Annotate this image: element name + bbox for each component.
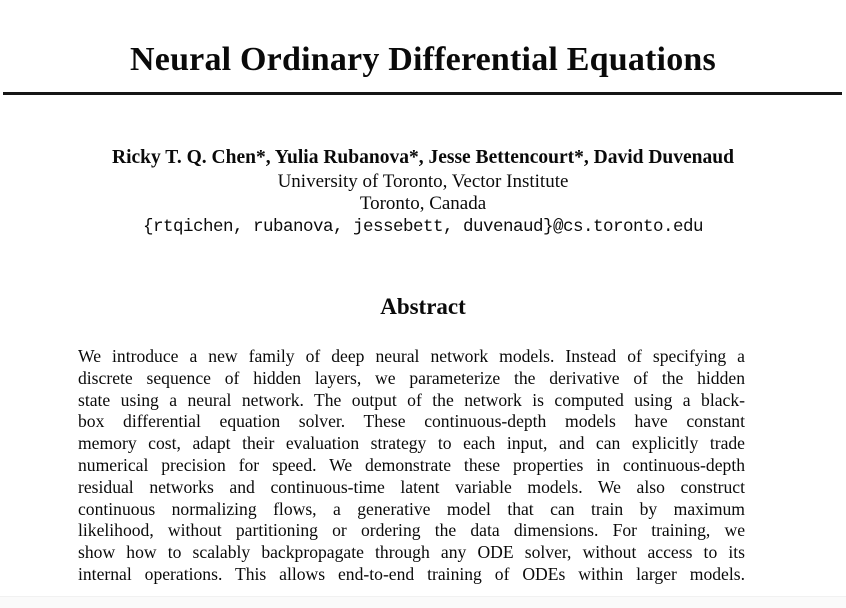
abstract-line: box differential equation solver. These continuous-depth models have constant: [78, 411, 745, 432]
author-emails: {rtqichen, rubanova, jessebett, duvenaud}@cs.toronto.edu: [142, 217, 704, 237]
title-divider-rule: [3, 92, 842, 95]
abstract-line: internal operations. This allows end-to-end training of ODEs within larger models.: [78, 563, 745, 584]
abstract-line: discrete sequence of hidden layers, we parameterize the derivative of the hidden: [78, 367, 745, 388]
abstract-line: residual networks and continuous-time latent variable models. We also construct: [78, 476, 745, 497]
abstract-line: We introduce a new family of deep neural network models. Instead of specifying a: [78, 346, 745, 366]
paper-title: Neural Ordinary Differential Equations: [130, 40, 716, 78]
abstract-paragraph: [78, 346, 745, 586]
author-names: Ricky T. Q. Chen*, Yulia Rubanova*, Jesse Bettencourt*, David Duvenaud: [112, 147, 734, 168]
abstract-line: state using a neural network. The output of the network is computed using a black-: [78, 389, 745, 410]
abstract-line: continuous normalizing flows, a generative model that can train by maximum: [78, 498, 745, 519]
author-block: [0, 144, 846, 240]
abstract-heading: Abstract: [380, 294, 466, 319]
page-bottom-edge: [0, 596, 846, 608]
author-affiliation: University of Toronto, Vector Institute: [277, 171, 569, 192]
abstract-line: memory cost, adapt their evaluation strategy to each input, and can explicitly trade: [78, 433, 745, 454]
abstract-line: show how to scalably backpropagate through any ODE solver, without access to its: [78, 542, 745, 563]
abstract-line: likelihood, without partitioning or ordering the data dimensions. For training, we: [78, 520, 745, 541]
abstract-line: numerical precision for speed. We demonstrate these properties in continuous-depth: [78, 454, 745, 475]
author-location: Toronto, Canada: [359, 193, 487, 214]
